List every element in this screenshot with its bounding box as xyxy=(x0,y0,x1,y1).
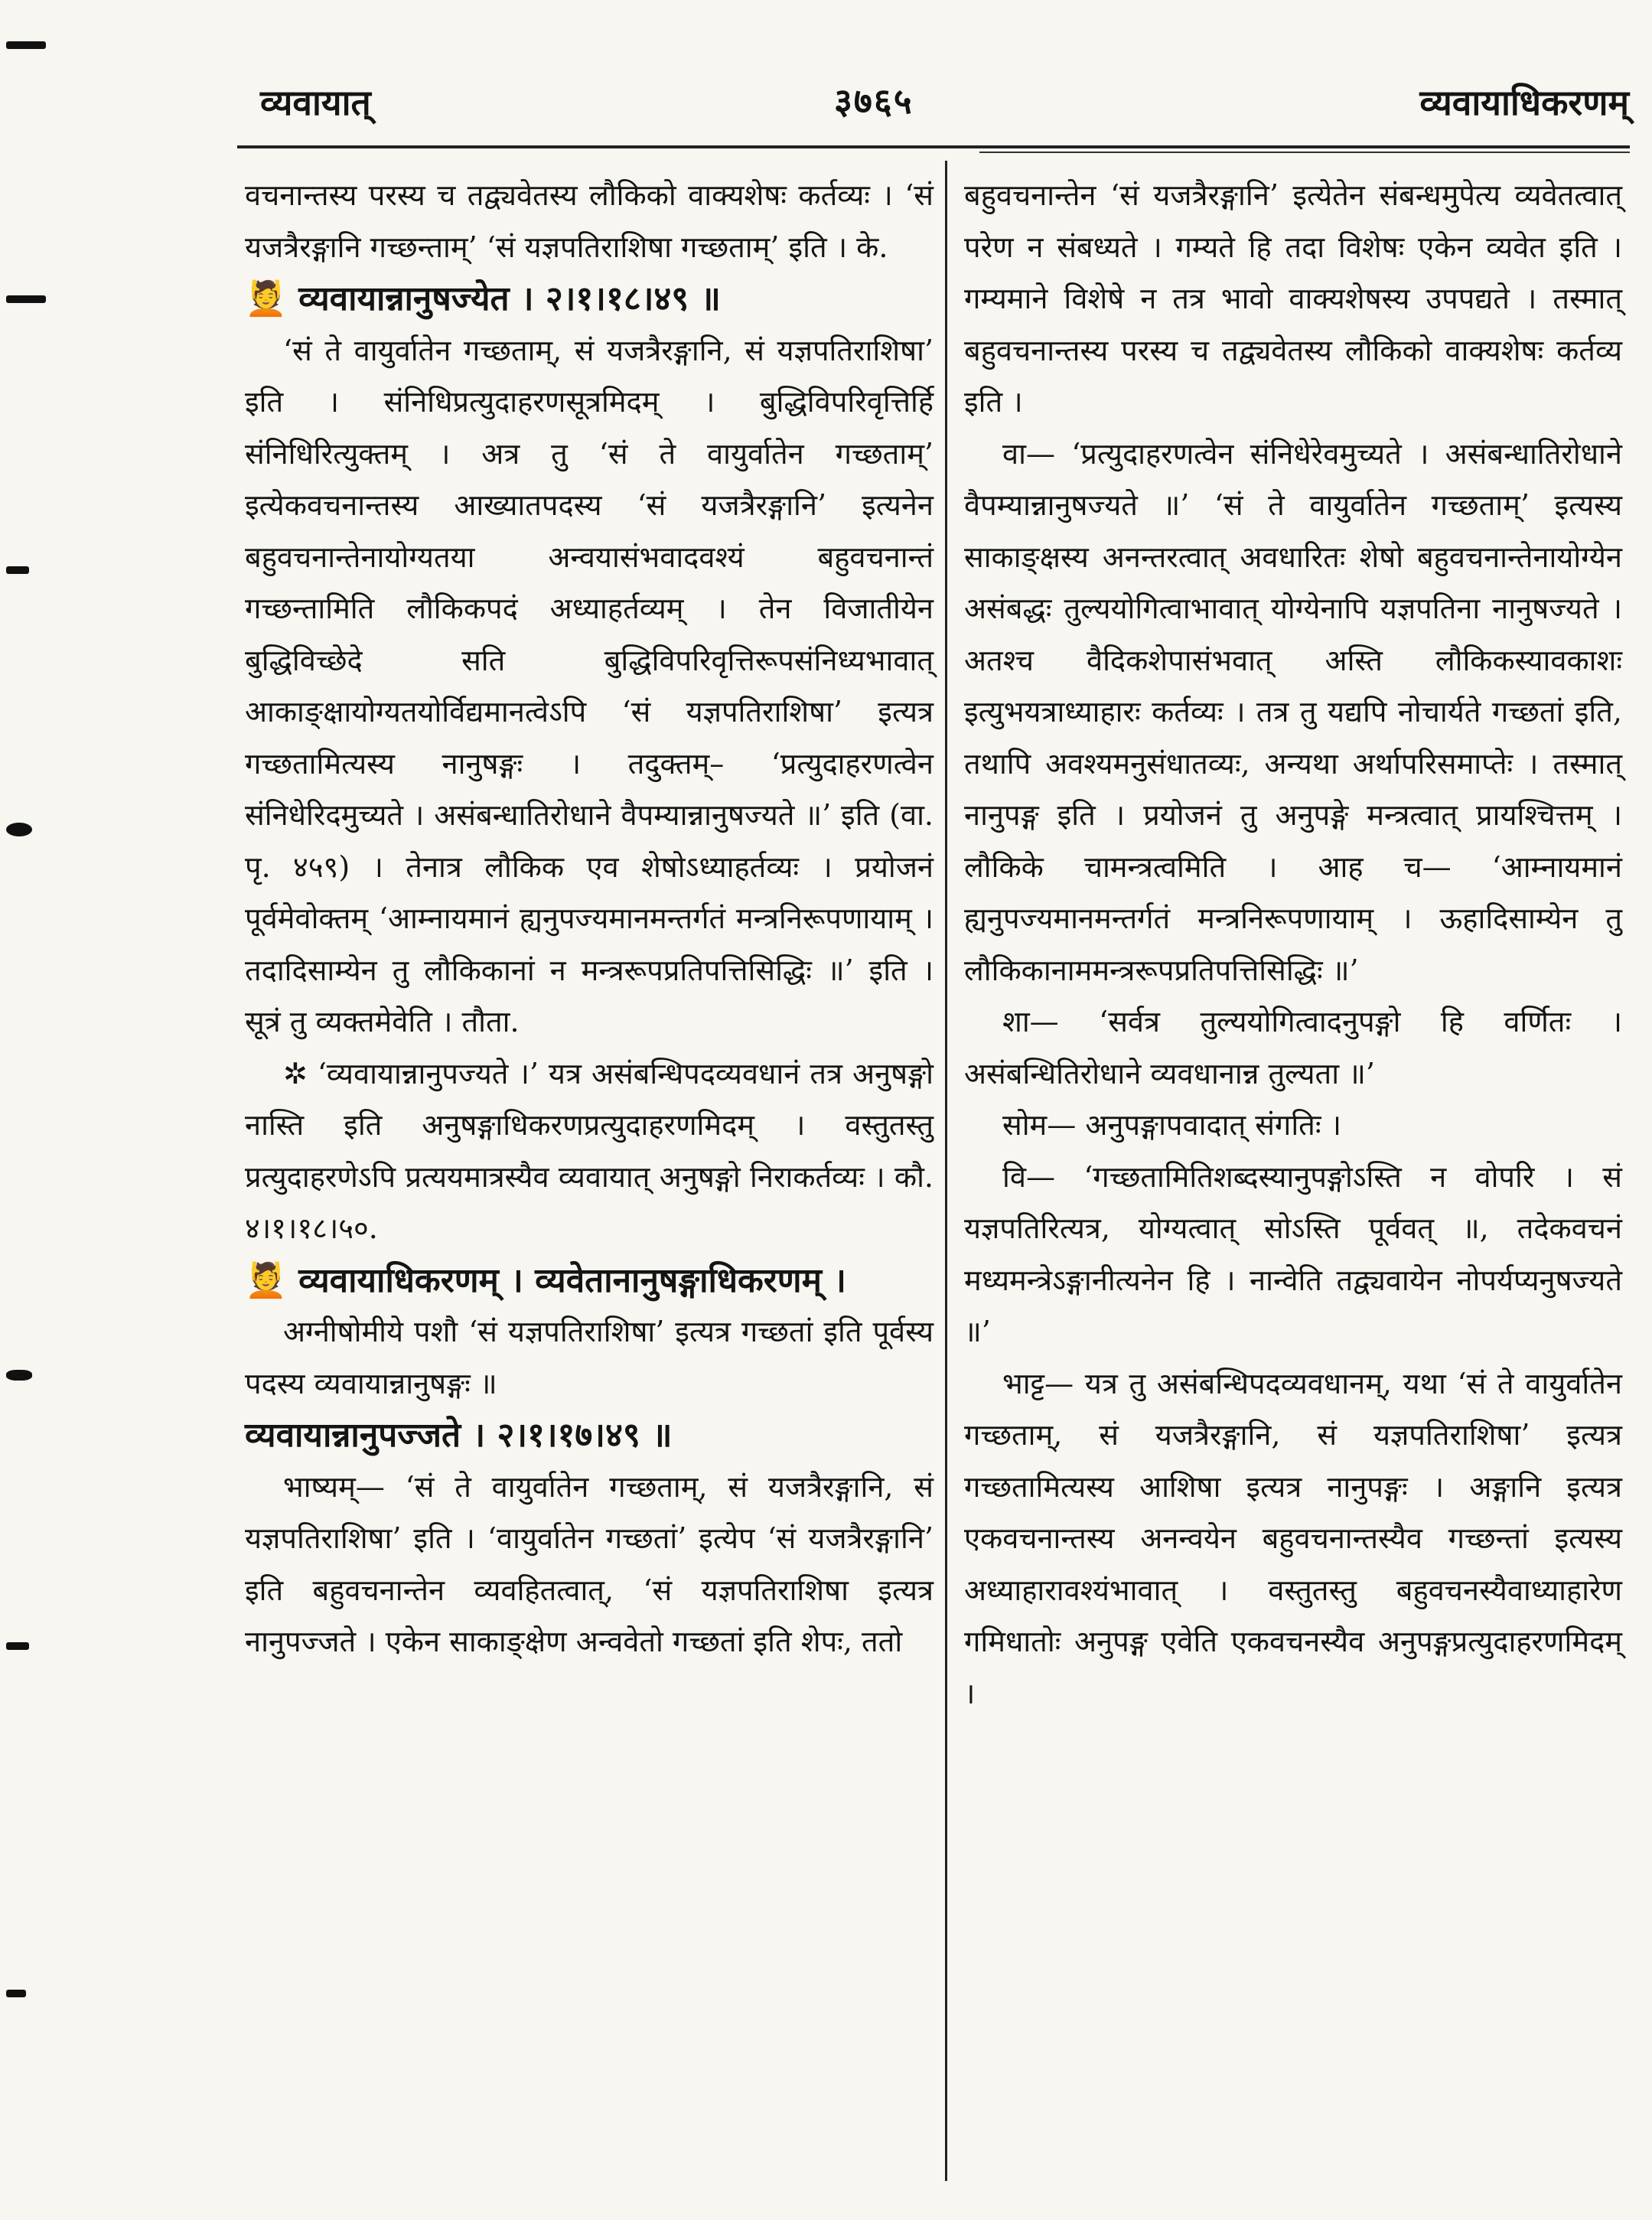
paragraph: सोम— अनुपङ्गापवादात् संगतिः । xyxy=(1002,1108,1341,1142)
margin-mark xyxy=(6,1642,29,1650)
paragraph: बहुवचनान्तेन ‘सं यजत्रैरङ्गानि’ इत्येतेन संबन्धमुपेत्य व्यवेतत्वात् परेण न संबध्यते । गम्यते हि तदा विशेषः एकेन व्यवेत इति । गम्यमाने विशेषे न तत्र भावो वाक्यशेषस्य उपपद्यते । तस्मात् बहुवचनान्तस्य परस्य च तद्व्यवेतस्य लौकिको वाक्यशेषः कर्तव्य इति । xyxy=(964,178,1622,419)
page-number: ३७६५ xyxy=(834,80,914,122)
paragraph: ✲ ‘व्यवायान्नानुपज्यते ।’ यत्र असंबन्धिपदव्यवधानं तत्र अनुषङ्गो नास्ति इति अनुषङ्गाधिकरणप्रत्युदाहरणमिदम् । वस्तुतस्तु प्रत्युदाहरणेऽपि प्रत्ययमात्रस्यैव व्यवायात् अनुषङ्गो निराकर्तव्यः । कौ. ४।१।१८।५०. xyxy=(245,1056,934,1245)
running-head-right: व्यवायाधिकरणम् xyxy=(1419,82,1629,123)
page-header xyxy=(230,70,1629,139)
header-rule-secondary xyxy=(979,152,1630,153)
column-divider xyxy=(945,161,947,2181)
margin-mark xyxy=(6,41,46,49)
paragraph: भाट्ट— यत्र तु असंबन्धिपदव्यवधानम्, यथा ‘सं ते वायुर्वातेन गच्छताम्, सं यजत्रैरङ्गानि, सं यज्ञपतिराशिषा’ इत्यत्र गच्छतामित्यस्य आशिषा इत्यत्र नानुपङ्गः । अङ्गानि इत्यत्र एकवचनान्तस्य अनन्वयेन बहुवचनान्तस्यैव गच्छन्तां इत्यस्य अध्याहारावश्यंभावात् । वस्तुतस्तु बहुवचनस्यैवाध्याहारेण गमिधातोः अनुपङ्ग एवेति एकवचनस्यैव अनुपङ्गप्रत्युदाहरणमिदम् । xyxy=(964,1366,1622,1710)
margin-mark xyxy=(6,1370,32,1381)
margin-mark xyxy=(6,295,46,303)
paragraph: शा— ‘सर्वत्र तुल्ययोगित्वादनुपङ्गो हि वर्णितः । असंबन्धितिरोधाने व्यवधानान्न तुल्यता ॥’ xyxy=(964,1005,1622,1090)
section-heading: 💆 व्यवायाधिकरणम् । व्यवेतानानुषङ्गाधिकरणम् । xyxy=(245,1260,846,1300)
margin-mark xyxy=(6,823,32,836)
paragraph: वा— ‘प्रत्युदाहरणत्वेन संनिधेरेवमुच्यते । असंबन्धातिरोधाने वैपम्यान्नानुषज्यते ॥’ ‘सं ते वायुर्वातेन गच्छताम्’ इत्यस्य साकाङ्क्षस्य अनन्तरत्वात् अवधारितः शेषो बहुवचनान्तेनायोग्येन असंबद्धः तुल्ययोगित्वाभावात् योग्येनापि यज्ञपतिना नानुषज्यते । अतश्च वैदिकशेपासंभवात् अस्ति लौकिकस्यावकाशः इत्युभयत्राध्याहारः कर्तव्यः । तत्र तु यद्यपि नोचार्यते गच्छतां इति, तथापि अवश्यमनुसंधातव्यः, अन्यथा अर्थापरिसमाप्तेः । तस्मात् नानुपङ्ग इति । प्रयोजनं तु अनुपङ्गे मन्त्रत्वात् प्रायश्चित्तम् । लौकिके चामन्त्रत्वमिति । आह च— ‘आम्नायमानं ह्यनुपज्यमानमन्तर्गतं मन्त्रनिरूपणायाम् । ऊहादिसाम्येन तु लौकिकानाममन्त्ररूपप्रतिपत्तिसिद्धिः ॥’ xyxy=(964,436,1622,987)
left-column xyxy=(245,170,934,1668)
running-head-left: व्यवायात् xyxy=(260,82,371,123)
margin-mark xyxy=(6,566,29,574)
paragraph: वि— ‘गच्छतामितिशब्दस्यानुपङ्गोऽस्ति न वोपरि । सं यज्ञपतिरित्यत्र, योग्यत्वात् सोऽस्ति पूर्ववत् ॥, तदेकवचनं मध्यमन्त्रेऽङ्गानीत्यनेन हि । नान्वेति तद्व्यवायेन नोपर्यप्यनुषज्यते ॥’ xyxy=(964,1159,1622,1348)
paragraph: वचनान्तस्य परस्य च तद्व्यवेतस्य लौकिको वाक्यशेषः कर्तव्यः । ‘सं यजत्रैरङ्गानि गच्छन्ताम्’ ‘सं यज्ञपतिराशिषा गच्छताम्’ इति । के. xyxy=(245,178,934,264)
paragraph: अग्नीषोमीये पशौ ‘सं यज्ञपतिराशिषा’ इत्यत्र गच्छतां इति पूर्वस्य पदस्य व्यवायान्नानुषङ्गः ॥ xyxy=(245,1315,934,1400)
right-column xyxy=(964,170,1622,1720)
paragraph: ‘सं ते वायुर्वातेन गच्छताम्, सं यजत्रैरङ्गानि, सं यज्ञपतिराशिषा’ इति । संनिधिप्रत्युदाहरणसूत्रमिदम् । बुद्धिविपरिवृत्तिर्हि संनिधिरित्युक्तम् । अत्र तु ‘सं ते वायुर्वातेन गच्छताम्’ इत्येकवचनान्तस्य आख्यातपदस्य ‘सं यजत्रैरङ्गानि’ इत्यनेन बहुवचनान्तेनायोग्यतया अन्वयासंभवादवश्यं बहुवचनान्तं गच्छन्तामिति लौकिकपदं अध्याहर्तव्यम् । तेन विजातीयेन बुद्धिविच्छेदे सति बुद्धिविपरिवृत्तिरूपसंनिध्यभावात् आकाङ्क्षायोग्यतयोर्विद्यमानत्वेऽपि ‘सं यज्ञपतिराशिषा’ इत्यत्र गच्छतामित्यस्य नानुषङ्गः । तदुक्तम्– ‘प्रत्युदाहरणत्वेन संनिधेरिदमुच्यते । असंबन्धातिरोधाने वैपम्यान्नानुषज्यते ॥’ इति (वा. पृ. ४५९) । तेनात्र लौकिक एव शेषोऽध्याहर्तव्यः । प्रयोजनं पूर्वमेवोक्तम् ‘आम्नायमानं ह्यनुपज्यमानमन्तर्गतं मन्त्रनिरूपणायाम् । तदादिसाम्येन तु लौकिकानां न मन्त्ररूपप्रतिपत्तिसिद्धिः ॥’ इति । सूत्रं तु व्यक्तमेवेति । तौता. xyxy=(245,333,934,1038)
paragraph: भाष्यम्— ‘सं ते वायुर्वातेन गच्छताम्, सं यजत्रैरङ्गानि, सं यज्ञपतिराशिषा’ इति । ‘वायुर्वातेन गच्छतां’ इत्येप ‘सं यजत्रैरङ्गानि’ इति बहुवचनान्तेन व्यवहितत्वात्, ‘सं यज्ञपतिराशिषा इत्यत्र नानुपज्जते । एकेन साकाङ्क्षेण अन्ववेतो गच्छतां इति शेपः, ततो xyxy=(245,1469,934,1658)
header-rule xyxy=(237,145,1630,148)
margin-mark xyxy=(6,1990,26,1997)
section-heading: व्यवायान्नानुपज्जते । २।१।१७।४९ ॥ xyxy=(245,1416,673,1455)
section-heading: 💆 व्यवायान्नानुषज्येत । २।१।१८।४९ ॥ xyxy=(245,279,721,318)
